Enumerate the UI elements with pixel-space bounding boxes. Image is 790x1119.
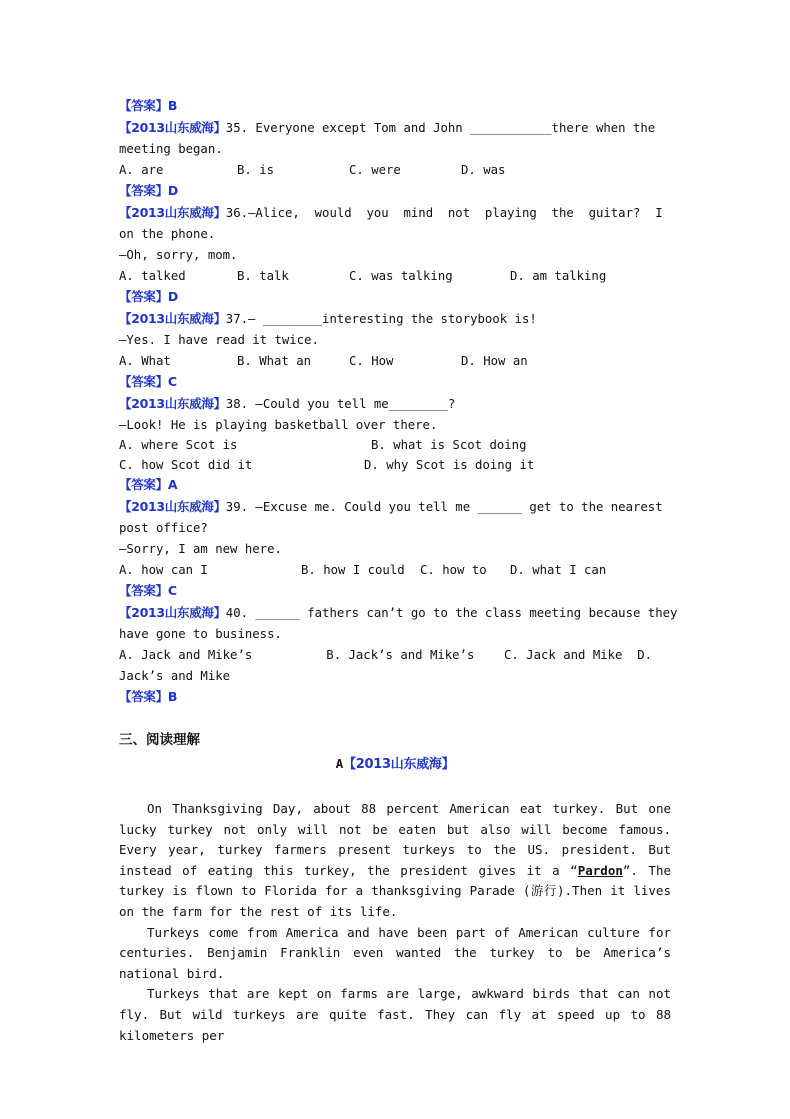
option-d: D. am talking (510, 269, 607, 283)
question-stem: —Excuse me. Could you tell me ______ get to the nearest (248, 500, 663, 514)
source-tag: 【2013山东威海】 (119, 499, 226, 514)
question-stem: ______ fathers can’t go to the class meeting because they (248, 606, 678, 620)
option-a: A. how can I (119, 563, 208, 577)
options-row (119, 455, 671, 475)
answer-value: B (167, 98, 178, 113)
question-35 (119, 117, 671, 202)
pardon-word: Pardon (577, 862, 623, 878)
option-c: C. How (349, 354, 394, 368)
answer-value: C (167, 374, 177, 389)
passage-title (119, 752, 671, 777)
question-stem: Everyone except Tom and John ___________there when the (248, 121, 656, 135)
option-c: C. was talking (349, 269, 453, 283)
source-tag: 【2013山东威海】 (119, 311, 226, 326)
option-d: D. why Scot is doing it (364, 458, 535, 472)
option-c: C. were (349, 163, 401, 177)
option-b: B. is (237, 163, 275, 177)
answer-value: C (167, 583, 177, 598)
answer-label: 【答案】 (119, 583, 168, 598)
option-b: B. what is Scot doing (371, 438, 527, 452)
question-stem: — ________interesting the storybook is! (248, 312, 537, 326)
answer-value: A (167, 477, 178, 492)
answer-line (119, 96, 671, 117)
answer-value: D (167, 183, 178, 198)
answer-label: 【答案】 (119, 183, 168, 198)
question-40 (119, 602, 678, 708)
option-d: D. was (461, 163, 506, 177)
options-row (119, 560, 671, 581)
passage-letter: A (335, 757, 344, 771)
option-c: C. how to (420, 563, 487, 577)
options-row (119, 160, 671, 181)
question-38 (119, 393, 671, 496)
question-stem-cont: have gone to business. (119, 627, 282, 641)
passage-source-tag: 【2013山东威海】 (343, 757, 455, 772)
question-stem-cont: post office? (119, 521, 208, 535)
option-d: D. what I can (510, 563, 607, 577)
options-row (119, 266, 671, 287)
paragraph-2: Turkeys come from America and have been part of American culture for centuries. Benjamin Franklin even wanted the turkey to be America’s national bird. (119, 924, 671, 981)
answer-label: 【答案】 (119, 289, 168, 304)
source-tag: 【2013山东威海】 (119, 396, 226, 411)
source-tag: 【2013山东威海】 (119, 605, 226, 620)
question-stem-cont: —Oh, sorry, mom. (119, 248, 238, 262)
document-page (119, 96, 678, 1046)
question-39 (119, 496, 671, 602)
question-stem-cont: —Yes. I have read it twice. (119, 333, 319, 347)
option-b: B. talk (237, 269, 289, 283)
question-37 (119, 308, 671, 393)
source-tag: 【2013山东威海】 (119, 120, 226, 135)
paragraph-1: On Thanksgiving Day, about 88 percent American eat turkey. But one lucky turkey not only will not be eaten but also will become famous. Every year, turkey farmers present turkeys to the US. president. But instead of eating this turkey, the president gives it a “Pardon”. The turkey is flown to Florida for a thanksgiving Parade (游行).Then it lives on the farm for the rest of its life. (119, 801, 672, 919)
question-36 (119, 202, 671, 308)
question-number: 38. (225, 397, 249, 411)
options-row (119, 351, 671, 372)
question-stem-cont: on the phone. (119, 227, 216, 241)
option-d: D. How an (461, 354, 528, 368)
question-stem-cont: meeting began. (119, 142, 223, 156)
paragraph-3: Turkeys that are kept on farms are large, awkward birds that can not fly. But wild turkeys are quite fast. They can fly at speed up to 88 kilometers per (119, 986, 671, 1043)
option-a: A. What (119, 354, 171, 368)
options-row (119, 436, 671, 455)
option-a: A. talked (119, 269, 186, 283)
section-title: 三、阅读理解 (119, 732, 200, 748)
answer-label: 【答案】 (119, 477, 168, 492)
source-tag: 【2013山东威海】 (119, 205, 226, 220)
reading-passage (119, 799, 671, 1046)
question-number: 37. (225, 312, 249, 326)
question-number: 36. (225, 206, 249, 220)
answer-label: 【答案】 (119, 98, 168, 113)
answer-label: 【答案】 (119, 374, 168, 389)
question-stem: —Alice, would you mind not playing the guitar? I (248, 206, 663, 220)
options-line: A. Jack and Mike’s B. Jack’s and Mike’s C. Jack and Mike D. (119, 648, 653, 662)
answer-value: B (167, 689, 178, 704)
option-b: B. What an (237, 354, 312, 368)
option-b: B. how I could (301, 563, 405, 577)
question-number: 40. (225, 606, 249, 620)
answer-value: D (167, 289, 178, 304)
question-stem-cont: —Sorry, I am new here. (119, 542, 282, 556)
answer-label: 【答案】 (119, 689, 168, 704)
question-stem: —Could you tell me________? (248, 397, 456, 411)
question-stem-cont: —Look! He is playing basketball over there. (119, 418, 438, 432)
question-number: 39. (225, 500, 249, 514)
option-c: C. how Scot did it (119, 458, 253, 472)
option-a: A. are (119, 163, 164, 177)
question-number: 35. (225, 121, 249, 135)
options-line: Jack’s and Mike (119, 669, 231, 683)
option-a: A. where Scot is (119, 438, 238, 452)
